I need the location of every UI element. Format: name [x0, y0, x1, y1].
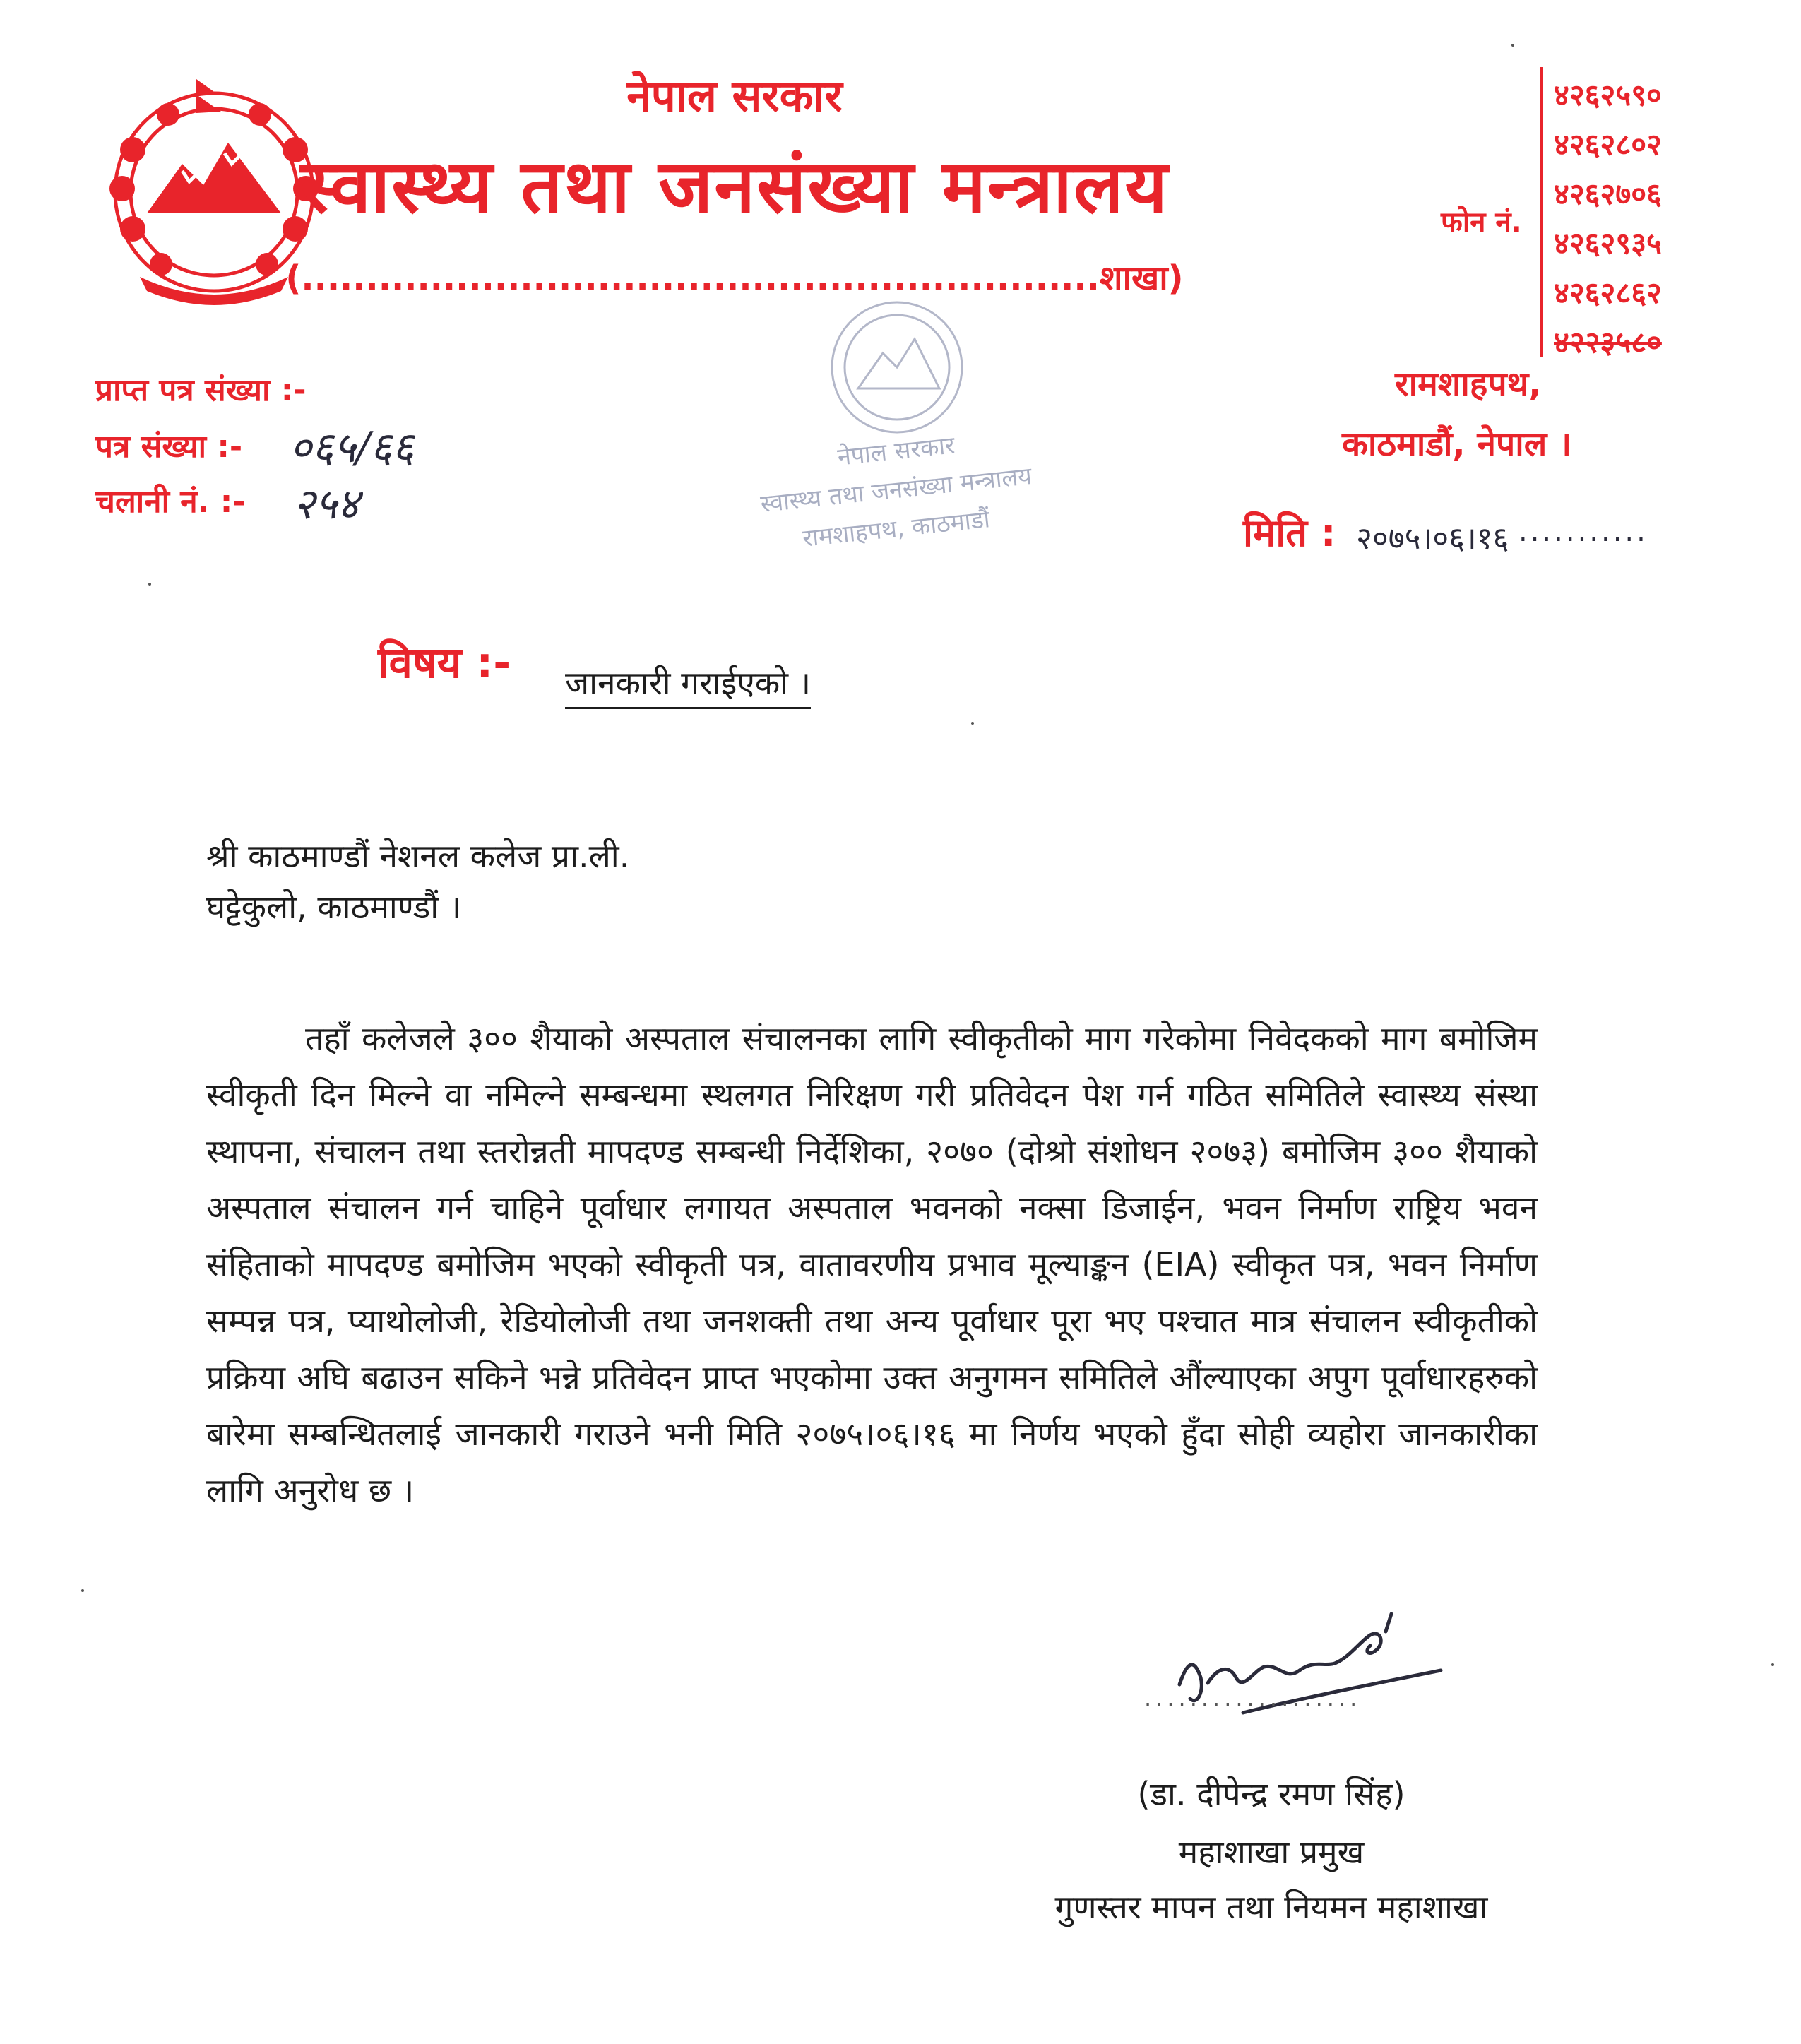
handwritten-signature	[1137, 1600, 1504, 1734]
phone-number: ४२६२५९०	[1554, 78, 1662, 112]
scan-speck	[1511, 44, 1514, 47]
date-value: २०७५।०६।१६	[1356, 521, 1509, 557]
dispatch-number-value: २५४	[293, 480, 359, 529]
phone-number: ४२६२८६२	[1554, 275, 1662, 310]
phone-number: ४२२३५८०	[1554, 325, 1662, 360]
phone-number: ४२६२८०२	[1554, 127, 1662, 162]
stamp-line-1: नेपाल सरकार	[836, 431, 956, 472]
letter-number-label: पत्र संख्या :-	[95, 429, 243, 465]
stamp-line-3: रामशाहपथ, काठमाडौं	[801, 505, 992, 553]
date-label: मिति :	[1243, 511, 1336, 555]
signer-name: (डा. दीपेन्द्र रमण सिंह)	[1137, 1775, 1405, 1813]
phone-label: फोन नं.	[1441, 206, 1522, 239]
recipient-address: घट्टेकुलो, काठमाण्डौं ।	[206, 888, 462, 926]
scan-speck	[148, 583, 151, 586]
signer-office: गुणस्तर मापन तथा नियमन महाशाखा	[1054, 1888, 1488, 1926]
phone-divider	[1540, 67, 1543, 357]
phone-number: ४२६२७०६	[1554, 177, 1662, 211]
stamp-line-2: स्वास्थ्य तथा जनसंख्या मन्त्रालय	[759, 462, 1033, 519]
address-line-2: काठमाडौं, नेपाल ।	[1342, 424, 1572, 464]
signature-dots: ...................	[1144, 1684, 1362, 1711]
phone-list	[1554, 71, 1662, 367]
recipient-name: श्री काठमाण्डौं नेशनल कलेज प्रा.ली.	[206, 837, 630, 875]
address-line-1: रामशाहपथ,	[1395, 364, 1542, 404]
scan-speck	[1771, 1663, 1774, 1666]
dispatch-number-label: चलानी नं. :-	[95, 484, 246, 520]
scan-speck	[971, 722, 974, 725]
scan-speck	[81, 1589, 84, 1592]
date-dots: ...........	[1518, 516, 1648, 548]
subject-label: विषय :-	[378, 638, 511, 688]
phone-number: ४२६२९३५	[1554, 226, 1662, 261]
letter-number-value: ०६५/६६	[290, 423, 415, 473]
ministry-title: स्वास्थ्य तथा जनसंख्या मन्त्रालय	[300, 143, 1169, 230]
received-letter-label: प्राप्त पत्र संख्या :-	[95, 372, 307, 408]
office-stamp	[735, 297, 1059, 558]
govt-heading: नेपाल सरकार	[626, 70, 843, 121]
subject-text: जानकारी गराईएको ।	[565, 660, 811, 709]
letter-body: तहाँ कलेजले ३०० शैयाको अस्पताल संचालनका लागि स्वीकृतीको माग गरेकोमा निवेदकको माग बमोजिम स्वीकृती दिन मिल्ने वा नमिल्ने सम्बन्धमा स्थलगत निरिक्षण गरी प्रतिवेदन पेश गर्न गठित समितिले स्वास्थ्य संस्था स्थापना, संचालन तथा स्तरोन्नती मापदण्ड सम्बन्धी निर्देशिका, २०७० (दोश्रो संशोधन २०७३) बमोजिम ३०० शैयाको अस्पताल संचालन गर्न चाहिने पूर्वाधार लगायत अस्पताल भवनको नक्सा डिजाईन, भवन निर्माण राष्ट्रिय भवन संहिताको मापदण्ड बमोजिम भएको स्वीकृती पत्र, वातावरणीय प्रभाव मूल्याङ्कन (EIA) स्वीकृत पत्र, भवन निर्माण सम्पन्न पत्र, प्याथोलोजी, रेडियोलोजी तथा जनशक्ती तथा अन्य पूर्वाधार पूरा भए पश्चात मात्र संचालन स्वीकृतीको प्रक्रिया अघि बढाउन सकिने भन्ने प्रतिवेदन प्राप्त भएकोमा उक्त अनुगमन समितिले औंल्याएका अपुग पूर्वाधारहरुको बारेमा सम्बन्धितलाई जानकारी गराउने भनी मिति २०७५।०६।१६ मा निर्णय भएको हुँदा सोही व्यहोरा जानकारीका लागि अनुरोध छ ।	[206, 1019, 1538, 1509]
signer-title: महाशाखा प्रमुख	[1178, 1833, 1365, 1871]
branch-line: (..............................................................शाखा)	[285, 259, 1184, 298]
